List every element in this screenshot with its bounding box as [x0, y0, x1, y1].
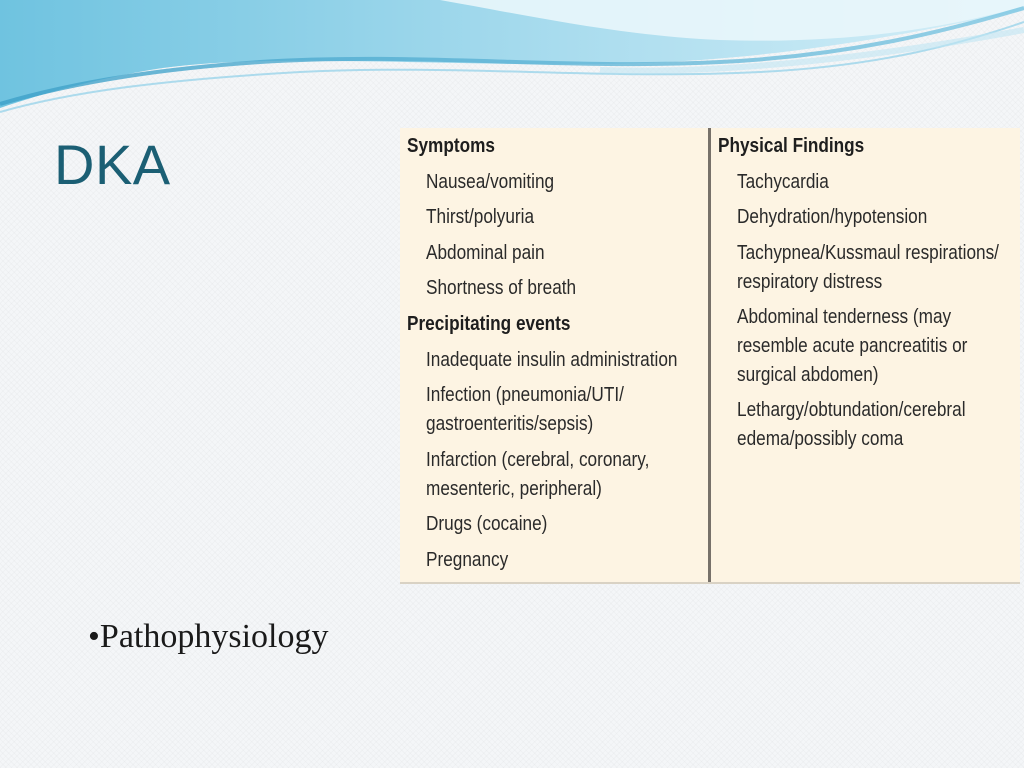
- table-list-item: surgical abdomen): [737, 364, 879, 386]
- table-list-item: Drugs (cocaine): [426, 513, 548, 535]
- column-divider: [708, 128, 711, 582]
- table-list-item: Thirst/polyuria: [426, 206, 535, 228]
- table-list-item: Dehydration/hypotension: [737, 206, 928, 228]
- table-list-item: Abdominal tenderness (may: [737, 306, 952, 328]
- header-wave-decoration: [0, 0, 1024, 120]
- table-list-item: resemble acute pancreatitis or: [737, 335, 968, 357]
- table-list-item: Shortness of breath: [426, 277, 577, 299]
- dka-clinical-features-table: [400, 128, 1020, 584]
- table-list-item: Lethargy/obtundation/cerebral: [737, 399, 966, 421]
- table-list-item: Infection (pneumonia/UTI/: [426, 384, 624, 406]
- slide-title: DKA: [54, 133, 171, 196]
- table-list-item: Infarction (cerebral, coronary,: [426, 449, 650, 471]
- table-list-item: Nausea/vomiting: [426, 171, 555, 193]
- table-list-item: Abdominal pain: [426, 242, 545, 264]
- table-list-item: Tachycardia: [737, 171, 829, 193]
- table-list-item: respiratory distress: [737, 271, 883, 293]
- table-list-item: mesenteric, peripheral): [426, 478, 602, 500]
- bullet-label: Pathophysiology: [99, 618, 329, 655]
- table-list-item: gastroenteritis/sepsis): [426, 413, 594, 435]
- bullet-pathophysiology: [88, 618, 328, 656]
- table-section-heading: Physical Findings: [718, 135, 865, 157]
- table-list-item: Pregnancy: [426, 549, 509, 571]
- bullet-marker: •: [88, 618, 100, 655]
- table-list-item: Tachypnea/Kussmaul respirations/: [737, 242, 999, 264]
- table-section-heading: Precipitating events: [407, 313, 571, 335]
- table-list-item: edema/possibly coma: [737, 428, 904, 450]
- table-list-item: Inadequate insulin administration: [426, 349, 678, 371]
- table-section-heading: Symptoms: [407, 135, 495, 157]
